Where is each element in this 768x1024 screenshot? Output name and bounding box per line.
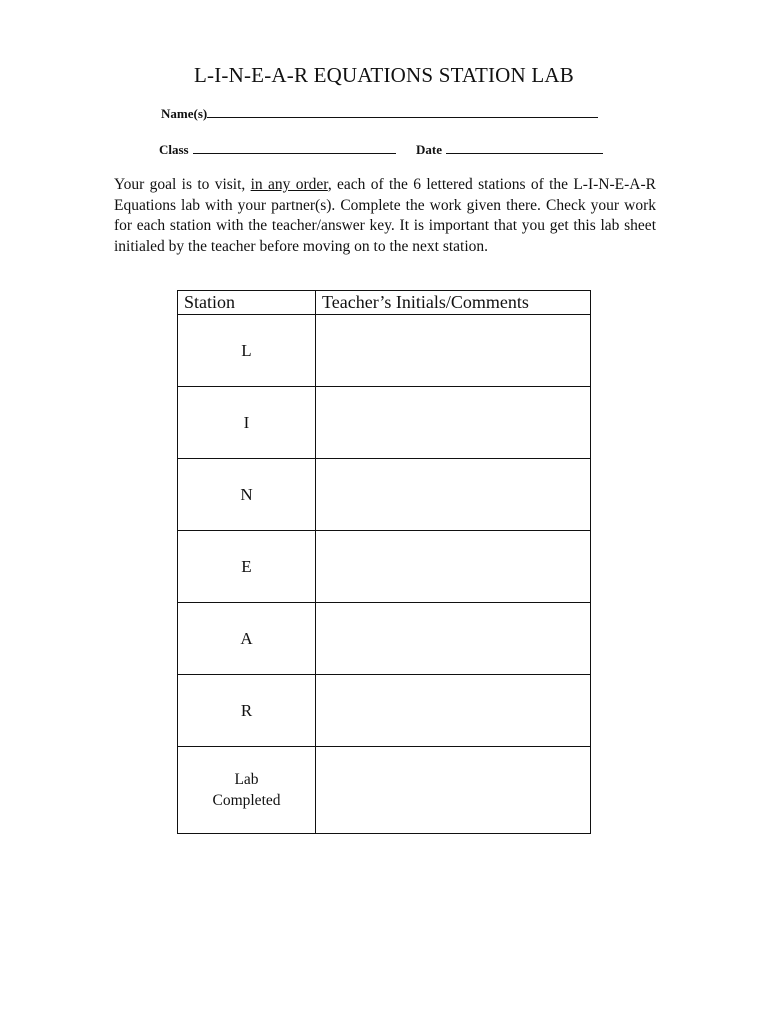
table-row xyxy=(178,387,591,459)
instructions-paragraph xyxy=(114,175,656,257)
class-blank-line[interactable] xyxy=(193,142,396,154)
date-blank-line[interactable] xyxy=(446,142,603,154)
station-table xyxy=(177,290,591,834)
comment-cell-lab-completed[interactable] xyxy=(316,747,591,834)
name-field[interactable] xyxy=(161,106,598,122)
lab-completed-line-1: Lab xyxy=(234,771,259,788)
comment-cell-a[interactable] xyxy=(316,603,591,675)
station-cell-r: R xyxy=(178,675,316,747)
station-cell-n: N xyxy=(178,459,316,531)
comment-cell-r[interactable] xyxy=(316,675,591,747)
class-field[interactable] xyxy=(159,142,396,158)
comment-cell-n[interactable] xyxy=(316,459,591,531)
table-row xyxy=(178,315,591,387)
class-label: Class xyxy=(159,142,189,157)
header-comments: Teacher’s Initials/Comments xyxy=(316,291,591,315)
table-row xyxy=(178,531,591,603)
comment-cell-i[interactable] xyxy=(316,387,591,459)
station-cell-lab-completed xyxy=(178,747,316,834)
date-field[interactable] xyxy=(416,142,603,158)
station-cell-a: A xyxy=(178,603,316,675)
header-station: Station xyxy=(178,291,316,315)
instructions-underlined-phrase: in any order xyxy=(250,176,328,193)
instructions-part-2: , each of the 6 lettered stations of the L-I-N-E-A-R Equations lab with your partner(s). Complete the work given there. Check your work for each station with the teacher/answer key. It is important that you get this lab sheet initialed by the teacher before moving on to the next station. xyxy=(114,176,656,255)
station-cell-i: I xyxy=(178,387,316,459)
comment-cell-e[interactable] xyxy=(316,531,591,603)
instructions-part-1: Your goal is to visit, xyxy=(114,176,251,193)
name-blank-line[interactable] xyxy=(207,106,598,118)
table-header-row xyxy=(178,291,591,315)
table-row-lab-completed xyxy=(178,747,591,834)
lab-completed-line-2: Completed xyxy=(212,792,281,809)
page-title: L-I-N-E-A-R EQUATIONS STATION LAB xyxy=(194,63,574,87)
station-cell-l: L xyxy=(178,315,316,387)
table-row xyxy=(178,603,591,675)
table-row xyxy=(178,459,591,531)
comment-cell-l[interactable] xyxy=(316,315,591,387)
table-row xyxy=(178,675,591,747)
station-cell-e: E xyxy=(178,531,316,603)
date-label: Date xyxy=(416,142,442,157)
name-label: Name(s) xyxy=(161,106,208,121)
